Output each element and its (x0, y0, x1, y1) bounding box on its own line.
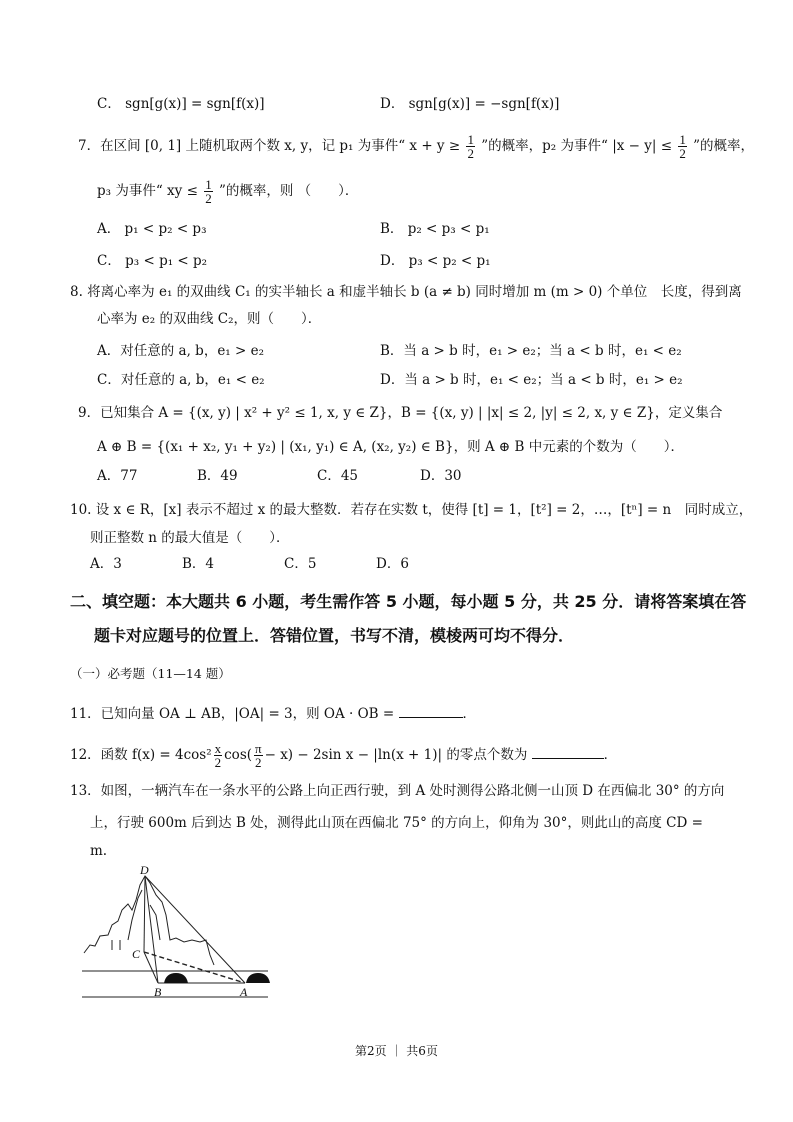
label-A: A (240, 985, 248, 999)
q9-option-d: D．30 (420, 468, 462, 484)
q7-text: 7．在区间 [0, 1] 上随机取两个数 x, y，记 p₁ 为事件“ x + y ≥ (78, 138, 461, 154)
q9-stem-line2: A ⊕ B = {(x₁ + x₂, y₁ + y₂) | (x₁, y₁) ∈ A, (x₂, y₂) ∈ B}，则 A ⊕ B 中元素的个数为（ ）． (97, 439, 684, 455)
q12-text: − x) − 2sin x − |ln(x + 1)| 的零点个数为 (264, 747, 528, 763)
q10-option-a: A．3 (90, 556, 122, 572)
q12-text: 12．函数 f(x) = 4cos² (70, 747, 212, 763)
q13-line3: m. (90, 843, 108, 859)
fraction: $\frac{1}{2}$ (467, 132, 474, 161)
q6-option-d: D． sgn[g(x)] = −sgn[f(x)] (380, 96, 560, 112)
q9-option-c: C．45 (317, 468, 359, 484)
q9-option-a: A．77 (97, 468, 138, 484)
segment-DB (145, 876, 158, 983)
mountain-outline (84, 876, 214, 965)
period: ． (462, 706, 477, 722)
q8-option-d: D．当 a > b 时，e₁ < e₂；当 a < b 时，e₁ > e₂ (380, 372, 683, 388)
q10-option-d: D．6 (376, 556, 409, 572)
q7-option-c: C． p₃ < p₁ < p₂ (97, 253, 208, 269)
q10-option-c: C．5 (284, 556, 317, 572)
fraction: $\frac{x}{2}$ (214, 741, 222, 770)
label-C: C (132, 947, 141, 961)
segment-DA (145, 876, 245, 983)
q7-option-a: A． p₁ < p₂ < p₃ (97, 221, 207, 237)
q8-option-b: B．当 a > b 时，e₁ > e₂；当 a < b 时，e₁ < e₂ (380, 343, 682, 359)
q7-text: ”的概率，则 （ ）． (218, 183, 359, 199)
section2-heading-line2: 题卡对应题号的位置上．答错位置，书写不清，模棱两可均不得分． (94, 626, 575, 645)
period: ． (603, 747, 618, 763)
q7-text: ”的概率，p₂ 为事件“ |x − y| ≤ (481, 138, 673, 154)
q7-option-d: D． p₃ < p₂ < p₁ (380, 253, 491, 269)
q11-text: 11．已知向量 OA ⊥ AB，|OA| = 3，则 OA · OB = (70, 706, 395, 722)
label-B: B (154, 985, 162, 999)
page-footer: 第2页 ｜ 共6页 (355, 1044, 438, 1058)
q8-stem-line2: 心率为 e₂ 的双曲线 C₂，则（ ）． (97, 311, 322, 327)
q10-stem-line2: 则正整数 n 的最大值是（ ）． (90, 530, 290, 546)
label-D: D (140, 863, 149, 877)
fraction: $\frac{1}{2}$ (679, 132, 686, 161)
q9-stem-line1: 9．已知集合 A = {(x, y) | x² + y² ≤ 1, x, y ∈ Z}，B = {(x, y) | |x| ≤ 2, |y| ≤ 2, x, y ∈ Z}，定义集合 (78, 405, 723, 421)
q7-option-b: B． p₂ < p₃ < p₁ (380, 221, 490, 237)
q8-option-c: C．对任意的 a, b，e₁ < e₂ (97, 372, 265, 388)
q10-option-b: B．4 (182, 556, 215, 572)
segment-DC (144, 876, 145, 952)
q10-stem-line1: 10. 设 x ∈ R，[x] 表示不超过 x 的最大整数．若存在实数 t，使得 [t] = 1，[t²] = 2，…，[tⁿ] = n 同时成立， (70, 502, 753, 518)
q8-stem-line1: 8. 将离心率为 e₁ 的双曲线 C₁ 的实半轴长 a 和虚半轴长 b (a ≠ b) 同时增加 m (m > 0) 个单位 长度，得到离 (70, 284, 742, 300)
fraction: $\frac{1}{2}$ (205, 177, 212, 206)
section2-heading-line1: 二、填空题：本大题共 6 小题，考生需作答 5 小题，每小题 5 分，共 25 分．请将答案填在答 (70, 592, 747, 611)
q8-option-a: A．对任意的 a, b，e₁ > e₂ (97, 343, 265, 359)
q6-option-c: C． sgn[g(x)] = sgn[f(x)] (97, 96, 265, 112)
fraction: $\frac{\pi}{2}$ (255, 741, 262, 770)
q12-text: cos( (224, 747, 253, 763)
q7-text: p₃ 为事件“ xy ≤ (97, 183, 198, 199)
q9-option-b: B．49 (197, 468, 238, 484)
q7-text: ”的概率， (693, 138, 755, 154)
q13-line1: 13．如图，一辆汽车在一条水平的公路上向正西行驶，到 A 处时测得公路北侧一山顶 D 在西偏北 30° 的方向 (70, 783, 725, 799)
subsection-title: （一）必考题（11—14 题） (70, 666, 231, 681)
q13-line2: 上，行驶 600m 后到达 B 处，测得此山顶在西偏北 75° 的方向上，仰角为 30°，则此山的高度 CD = (90, 815, 703, 831)
